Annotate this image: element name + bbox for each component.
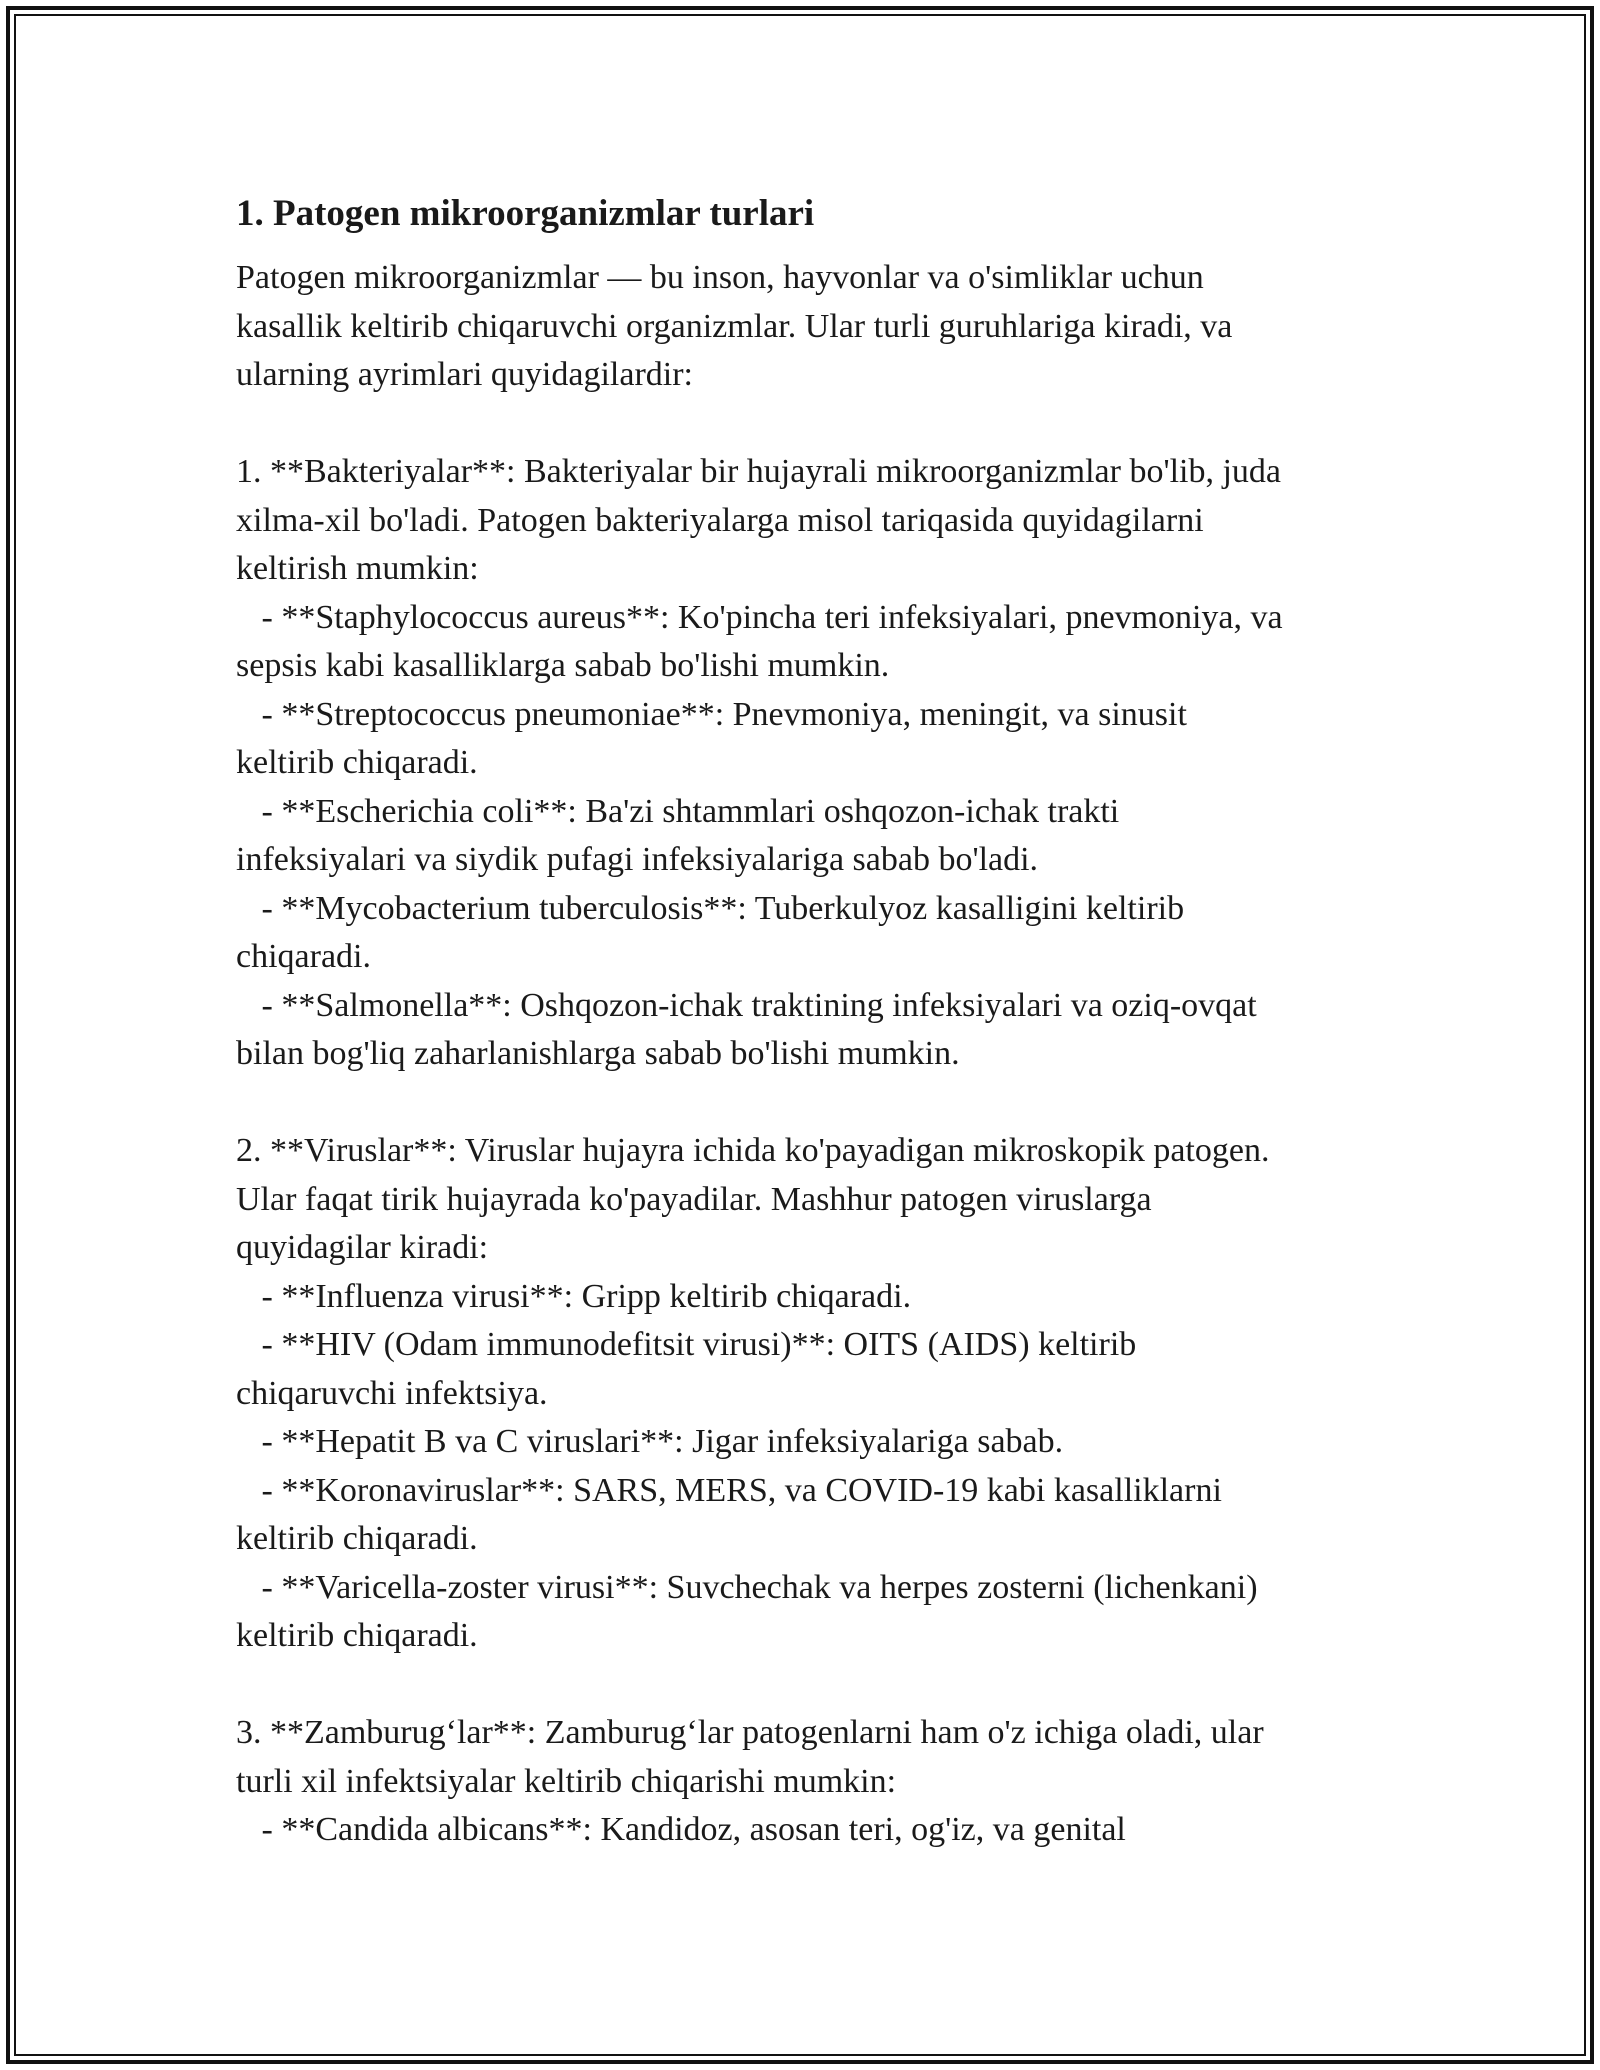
list-item: - **HIV (Odam immunodefitsit virusi)**: OITS (AIDS) keltirib chiqaruvchi infektsiya. (236, 1326, 1137, 1412)
spacer (236, 400, 1376, 449)
spacer (236, 1079, 1376, 1128)
list-item: - **Varicella-zoster virusi**: Suvchechak va herpes zosterni (lichenkani) keltirib chiqaradi. (236, 1568, 1258, 1654)
intro-paragraph: Patogen mikroorganizmlar — bu inson, hayvonlar va o'simliklar uchun kasallik keltirib chiqaruvchi organizmlar. Ular turli guruhlariga kiradi, va ularning ayrimlari quyidagilardir: (236, 259, 1233, 393)
list-item: - **Mycobacterium tuberculosis**: Tuberkulyoz kasalligini keltirib chiqaradi. (236, 889, 1185, 975)
section-bakteriyalar (236, 448, 1376, 1079)
list-item: - **Koronaviruslar**: SARS, MERS, va COVID-19 kabi kasalliklarni keltirib chiqaradi. (236, 1471, 1222, 1557)
list-item: - **Salmonella**: Oshqozon-ichak traktining infeksiyalari va oziq-ovqat bilan bog'liq zaharlanishlarga sabab bo'lishi mumkin. (236, 986, 1257, 1072)
section-lead: 3. **Zamburug‘lar**: Zamburug‘lar patogenlarni ham o'z ichiga oladi, ular turli xil infektsiyalar keltirib chiqarishi mumkin: (236, 1714, 1264, 1800)
section-lead: 2. **Viruslar**: Viruslar hujayra ichida ko'payadigan mikroskopik patogen. Ular faqat tirik hujayrada ko'payadilar. Mashhur patogen viruslarga quyidagilar kiradi: (236, 1132, 1270, 1266)
document-body (236, 188, 1376, 1855)
section-heading: 1. Patogen mikroorganizmlar turlari (236, 193, 815, 234)
list-item: - **Candida albicans**: Kandidoz, asosan teri, og'iz, va genital (236, 1811, 1126, 1848)
section-viruslar (236, 1127, 1376, 1661)
list-item: - **Influenza virusi**: Gripp keltirib chiqaradi. (236, 1277, 912, 1315)
list-item: - **Streptococcus pneumoniae**: Pnevmoniya, meningit, va sinusit keltirib chiqaradi. (236, 695, 1187, 781)
section-zamburuglar (236, 1709, 1376, 1855)
spacer (236, 1661, 1376, 1710)
list-item: - **Hepatit B va C viruslari**: Jigar infeksiyalariga sabab. (236, 1423, 1064, 1460)
list-item: - **Staphylococcus aureus**: Ko'pincha teri infeksiyalari, pnevmoniya, va sepsis kabi kasalliklarga sabab bo'lishi mumkin. (236, 598, 1283, 684)
list-item: - **Escherichia coli**: Ba'zi shtammlari oshqozon-ichak trakti infeksiyalari va siydik pufagi infeksiyalariga sabab bo'ladi. (236, 792, 1120, 878)
section-lead: 1. **Bakteriyalar**: Bakteriyalar bir hujayrali mikroorganizmlar bo'lib, juda xilma-xil bo'ladi. Patogen bakteriyalarga misol tariqasida quyidagilarni keltirish mumkin: (236, 453, 1282, 587)
